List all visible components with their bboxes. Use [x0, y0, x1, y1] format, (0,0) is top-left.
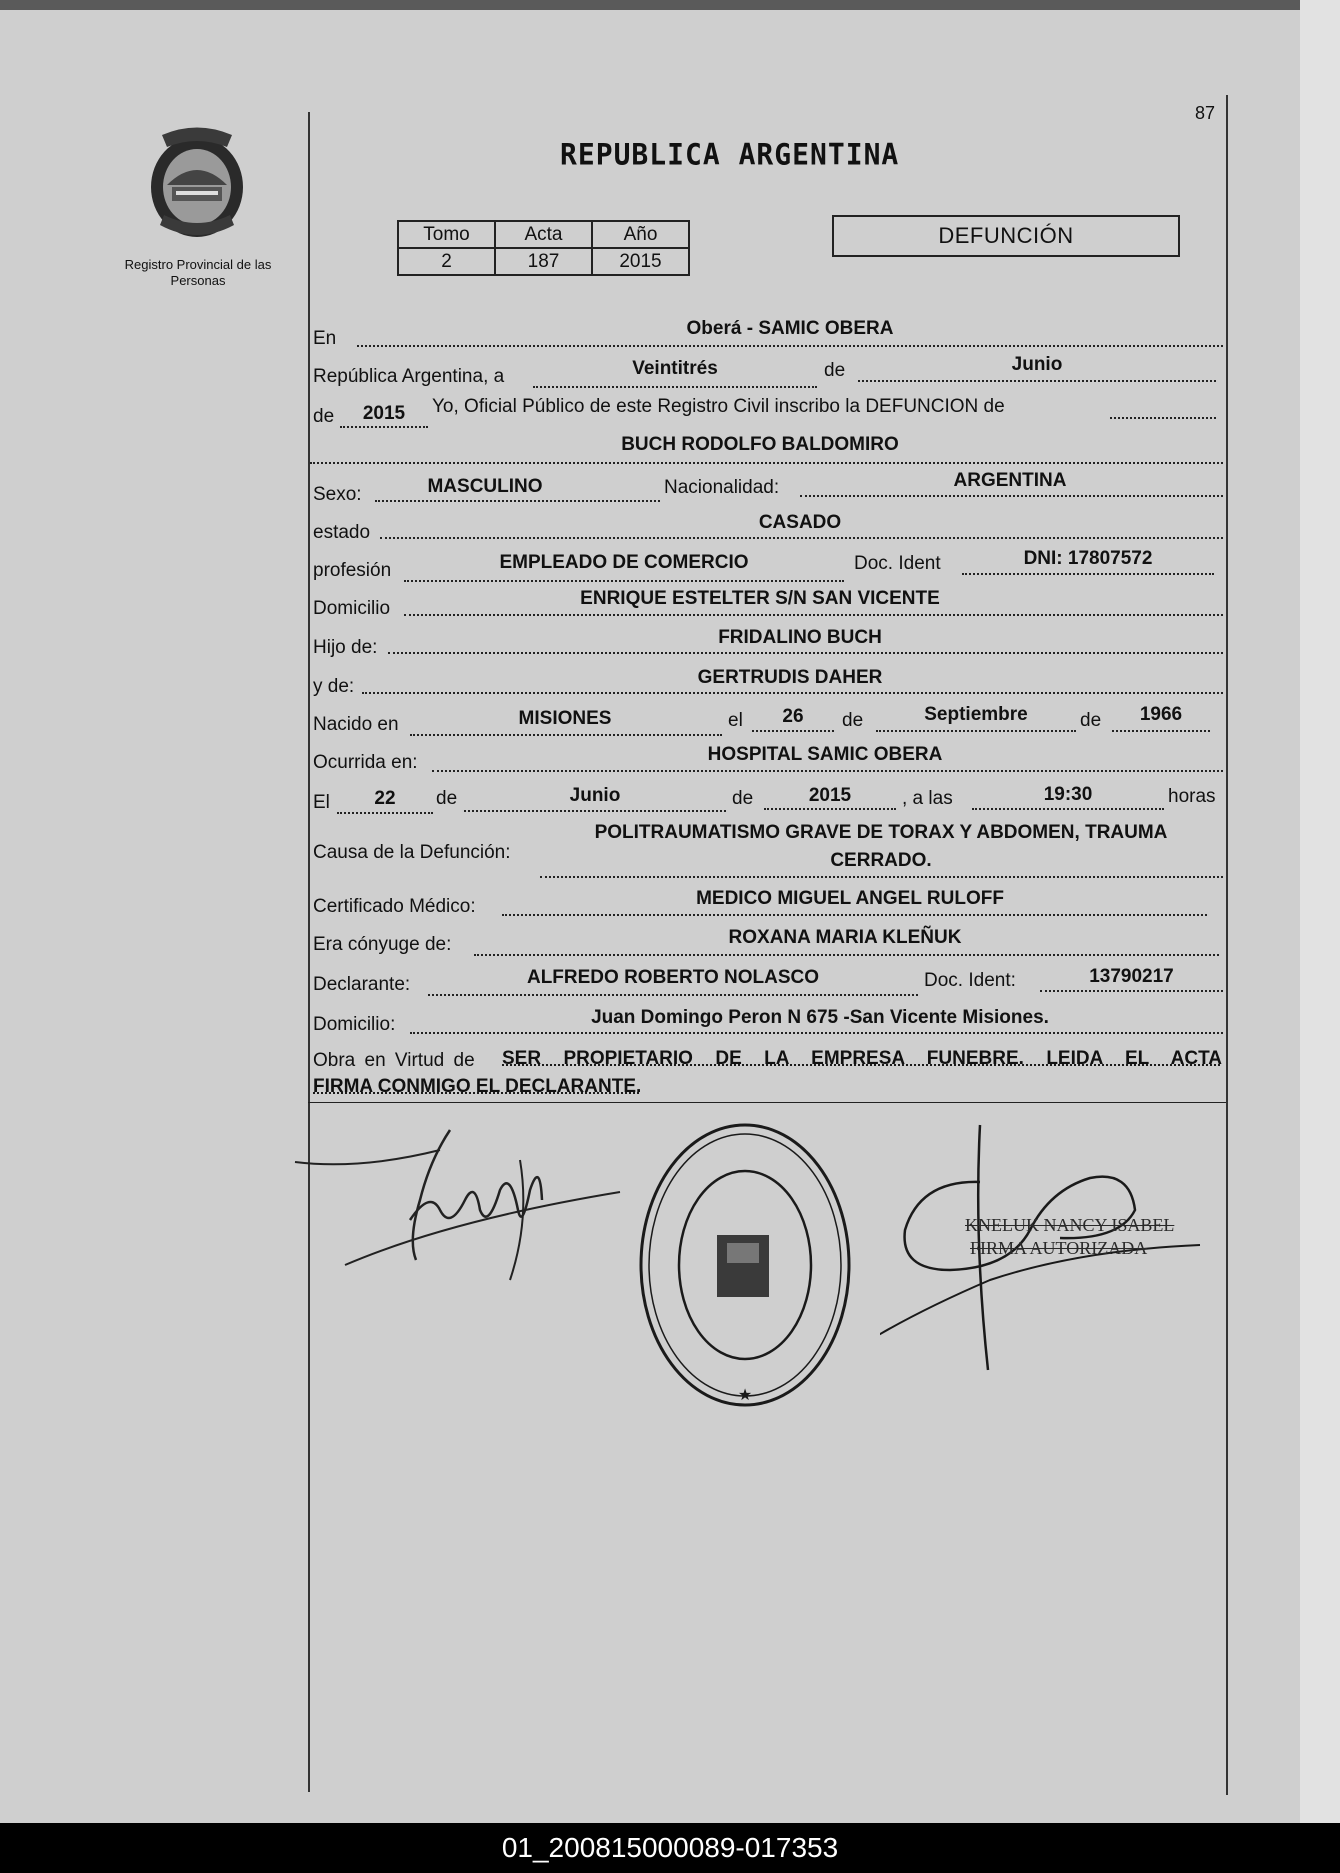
- label-doc-ident-2: Doc. Ident:: [924, 970, 1016, 991]
- table-header-tomo: Tomo: [398, 221, 495, 248]
- field-line: [764, 808, 896, 810]
- label-de: de: [842, 710, 864, 731]
- field-line: [533, 386, 817, 388]
- field-line: [428, 994, 918, 996]
- scan-footer-id: 01_200815000089-017353: [0, 1823, 1340, 1873]
- field-line: [362, 692, 1223, 694]
- label-ocurrida-en: Ocurrida en:: [313, 752, 418, 773]
- day-words-value: Veintitrés: [632, 358, 718, 379]
- right-margin-line: [1226, 95, 1228, 1795]
- field-line: [502, 914, 1207, 916]
- agency-caption: Registro Provincial de las Personas: [124, 257, 272, 288]
- field-line: [404, 580, 844, 582]
- field-line: [410, 734, 722, 736]
- document-value: DNI: 17807572: [1023, 548, 1153, 569]
- label-sexo: Sexo:: [313, 484, 362, 505]
- label-y-de: y de:: [313, 676, 355, 697]
- field-line: [310, 462, 1223, 464]
- profession-value: EMPLEADO DE COMERCIO: [499, 552, 749, 573]
- label-republica: República Argentina, a: [313, 366, 505, 387]
- label-horas: horas: [1168, 786, 1216, 807]
- official-oval-seal: [635, 1115, 855, 1420]
- official-stamp-title: FIRMA AUTORIZADA: [970, 1238, 1148, 1258]
- record-type-box: DEFUNCIÓN: [832, 215, 1180, 257]
- official-stamp-name: KNELUK NANCY ISABEL: [965, 1215, 1175, 1235]
- birth-year-value: 1966: [1139, 704, 1183, 725]
- certifier-value: MEDICO MIGUEL ANGEL RULOFF: [696, 888, 1004, 909]
- field-line: [540, 876, 1223, 878]
- death-month-value: Junio: [569, 785, 621, 806]
- label-domicilio-2: Domicilio:: [313, 1014, 396, 1035]
- field-line: [800, 495, 1223, 497]
- basis-line1-value: SER PROPIETARIO DE LA EMPRESA FUNEBRE. LEIDA EL ACTA: [502, 1048, 1222, 1069]
- field-line: [474, 954, 1219, 956]
- death-year-value: 2015: [808, 785, 852, 806]
- label-estado: estado: [313, 522, 371, 543]
- declarant-value: ALFREDO ROBERTO NOLASCO: [526, 967, 820, 988]
- label-obra: Obra en Virtud de: [313, 1050, 475, 1071]
- field-line: [380, 537, 1223, 539]
- province-coat-of-arms: [142, 125, 252, 245]
- label-doc-ident: Doc. Ident: [854, 553, 941, 574]
- table-header-anio: Año: [592, 221, 689, 248]
- field-line: [357, 345, 1223, 347]
- left-margin-line: [308, 112, 310, 1792]
- scan-top-edge: [0, 0, 1340, 10]
- declarant-doc-value: 13790217: [1089, 966, 1174, 987]
- svg-text:★: ★: [737, 1387, 753, 1404]
- father-value: FRIDALINO BUCH: [718, 627, 882, 648]
- field-line: [410, 1032, 1223, 1034]
- label-a-las: , a las: [902, 788, 953, 809]
- label-el: el: [728, 710, 743, 731]
- label-de: de: [824, 360, 846, 381]
- declarant-address-value: Juan Domingo Peron N 675 -San Vicente Misiones.: [591, 1007, 1049, 1028]
- label-declarante: Declarante:: [313, 974, 411, 995]
- label-hijo-de: Hijo de:: [313, 637, 378, 658]
- label-nacionalidad: Nacionalidad:: [664, 477, 780, 498]
- table-value-acta: 187: [495, 248, 592, 275]
- field-line: [1112, 730, 1210, 732]
- spouse-value: ROXANA MARIA KLEÑUK: [728, 927, 962, 948]
- field-line: [1110, 417, 1216, 419]
- place-value: Oberá - SAMIC OBERA: [686, 318, 894, 339]
- field-line: [752, 730, 834, 732]
- nationality-value: ARGENTINA: [953, 470, 1067, 491]
- label-en: En: [313, 328, 337, 349]
- deceased-name-value: BUCH RODOLFO BALDOMIRO: [621, 434, 899, 455]
- field-line: [972, 808, 1164, 810]
- label-de: de: [436, 788, 458, 809]
- label-el: El: [313, 792, 330, 813]
- field-line: [876, 730, 1076, 732]
- sex-value: MASCULINO: [427, 476, 543, 497]
- field-line: [388, 652, 1223, 654]
- basis-line2-value: FIRMA CONMIGO EL DECLARANTE.: [313, 1076, 642, 1097]
- field-line: [432, 770, 1223, 772]
- form-bottom-line: [308, 1102, 1226, 1103]
- death-place-value: HOSPITAL SAMIC OBERA: [707, 744, 943, 765]
- label-certificado: Certificado Médico:: [313, 896, 476, 917]
- month-value: Junio: [1011, 354, 1063, 375]
- field-line: [1040, 990, 1223, 992]
- mother-value: GERTRUDIS DAHER: [697, 667, 883, 688]
- field-line: [404, 614, 1223, 616]
- record-number-table: [397, 220, 690, 276]
- field-line: [337, 812, 433, 814]
- declarant-signature: [290, 1120, 630, 1295]
- marital-status-value: CASADO: [758, 512, 842, 533]
- label-yo: Yo, Oficial Público de este Registro Civil inscribo la DEFUNCION de: [432, 396, 1005, 417]
- field-line: [375, 500, 660, 502]
- label-de: de: [313, 406, 335, 427]
- table-value-anio: 2015: [592, 248, 689, 275]
- address-value: ENRIQUE ESTELTER S/N SAN VICENTE: [580, 588, 940, 609]
- death-time-value: 19:30: [1043, 784, 1093, 805]
- label-de: de: [1080, 710, 1102, 731]
- table-header-acta: Acta: [495, 221, 592, 248]
- label-domicilio: Domicilio: [313, 598, 391, 619]
- birth-month-value: Septiembre: [924, 704, 1028, 725]
- death-day-value: 22: [374, 788, 396, 809]
- cause-line1-value: POLITRAUMATISMO GRAVE DE TORAX Y ABDOMEN, TRAUMA: [594, 822, 1168, 843]
- label-profesion: profesión: [313, 560, 392, 581]
- label-nacido-en: Nacido en: [313, 714, 399, 735]
- page-title: REPUBLICA ARGENTINA: [560, 137, 900, 172]
- table-value-tomo: 2: [398, 248, 495, 275]
- label-causa: Causa de la Defunción:: [313, 842, 511, 863]
- birth-day-value: 26: [782, 706, 804, 727]
- cause-line2-value: CERRADO.: [830, 850, 932, 871]
- birth-place-value: MISIONES: [518, 708, 612, 729]
- field-line: [962, 573, 1214, 575]
- scan-right-edge: [1300, 0, 1340, 1823]
- year-value: 2015: [362, 403, 406, 424]
- field-line: [464, 810, 726, 812]
- label-conyuge: Era cónyuge de:: [313, 934, 452, 955]
- field-line: [340, 426, 428, 428]
- label-de: de: [732, 788, 754, 809]
- field-line: [858, 380, 1216, 382]
- page-number: 87: [1195, 103, 1216, 123]
